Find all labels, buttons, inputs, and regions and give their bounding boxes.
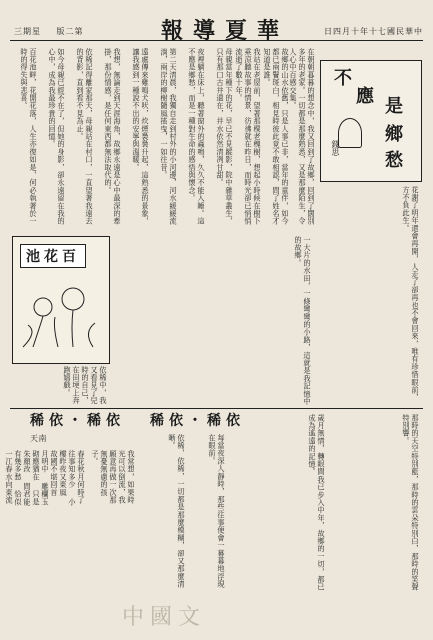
text-column: 花謝了明年還會再開，人走了卻再也不會回來，唯有珍惜眼前，方不負此生。 xyxy=(402,186,420,402)
text-column: 每當夜深人靜時，那些往事便會一幕幕地浮現在眼前。 xyxy=(208,434,226,588)
text-column: 夜裡躺在床上，聽著窗外的蟲鳴，久久不能入睡。這不應是鄉愁，而是一種對生命的感悟與懷念。 xyxy=(188,48,206,226)
text-column: 那時的天空特別藍，那時的雲朵特別白，那時的笑聲特別響。 xyxy=(402,414,420,592)
section-rule xyxy=(10,408,423,409)
text-column: 依稀，依稀，一切都是那麼模糊，卻又那麼清晰。 xyxy=(168,434,186,588)
text-column: 如今母親已經不在了，但她的身影，卻永遠留在我的心中，成為我最珍貴的回憶。 xyxy=(48,48,66,226)
title-char-3: 是 xyxy=(385,96,403,117)
top-rule xyxy=(10,40,423,41)
text-column: 我想，無論走到天涯海角，故鄉永遠是心中最深的牽掛，那份情感，是任何東西都無法取代的。 xyxy=(104,48,122,226)
text-column: 我常想，如果時光可以倒流，我願意再做一次那無憂無慮的孩子。 xyxy=(91,450,136,504)
text-column: 依稀中，我又看見了兒時的自己，在田埂上奔跑嬉戲。 xyxy=(63,366,108,405)
poem-line: 恰似一江春水向東流 xyxy=(5,450,23,506)
title-char-4: 鄉 xyxy=(385,124,403,145)
bottom-author: 天南 xyxy=(30,434,47,443)
story-author: 錢思 xyxy=(331,140,340,156)
text-column: 一大片的水田，一條彎彎的小路，這就是我記憶中的故鄉。 xyxy=(294,236,312,406)
title-char-1: 不 xyxy=(334,68,352,89)
date-label: 日四月十年十七國民華中 xyxy=(324,27,423,36)
tree-illustration xyxy=(338,118,362,148)
text-column: 故鄉的山水依舊，只是人事已非，當年的童伴，如今都已兩鬢斑白，相見時彼此竟不敢相認，問了姓名才知道是誰。 xyxy=(263,48,290,226)
poem-line: 雕欄玉砌應猶在 xyxy=(32,450,50,506)
poem-line: 問君能有幾多愁 xyxy=(14,450,32,506)
poem-line: 故國不堪回首 xyxy=(50,450,59,497)
poem-line: 月明中 xyxy=(41,450,50,474)
bottom-title-2: 稀依・稀依 xyxy=(30,413,125,429)
text-column: 在朝朝暮暮的想念中，我又回到了故鄉，回到了闊別多年的老家。一切都是那麼熟悉，又是那麼陌生，令人心中百感交集。 xyxy=(289,48,316,226)
poem-line: 春花秋月何時了 xyxy=(77,450,86,504)
text-column: 第二天清晨，我獨自走到村外的小河邊，河水緩緩流淌，兩岸的柳樹隨風搖曳，一如往昔。 xyxy=(160,48,178,226)
flower-title: 池花百 xyxy=(20,244,86,268)
text-column: 百花池畔，花開花落，人生亦復如是，何必執著於一時的得失與悲喜。 xyxy=(20,48,38,226)
text-column: 遠處傳來雞鳴犬吠，炊煙裊裊升起，這熟悉的景象，讓我感到一種說不出的安寧與溫暖。 xyxy=(132,48,150,226)
title-char-5: 愁 xyxy=(385,150,403,171)
poem-line: 小樓昨夜又東風 xyxy=(59,450,77,506)
text-column: 我站在老屋前，望著那棵老槐樹，想起小時候在樹下乘涼聽故事的情景，彷彿就在昨日，而時光卻已悄悄流逝了數十年。 xyxy=(235,48,262,226)
title-char-2: 應 xyxy=(356,86,374,107)
text-column: 依稀記得離家那天，母親站在村口，一直望著我遠去的背影，直到看不見為止。 xyxy=(76,48,94,226)
archive-watermark: 中國文 xyxy=(122,605,207,630)
page-label: 版二第 xyxy=(56,27,84,36)
text-column: 歲月無情，轉眼間我已步入中年，故鄉的一切，都已成為遙遠的記憶。 xyxy=(308,414,326,592)
issue-label: 三期星 xyxy=(14,27,41,36)
bottom-title-1: 稀依・稀依 xyxy=(150,413,245,429)
poem-block xyxy=(5,450,86,510)
header-left xyxy=(14,26,84,37)
poem-line: 只是朱顏改 xyxy=(23,450,41,506)
masthead: 報導夏華 xyxy=(160,18,289,44)
text-column: 母親當年種下的花，早已不見蹤影，院中雜草叢生，只有那口古井還在，井水依然清冽甘甜。 xyxy=(216,48,234,226)
poem-line: 往事知多少 xyxy=(68,450,77,489)
